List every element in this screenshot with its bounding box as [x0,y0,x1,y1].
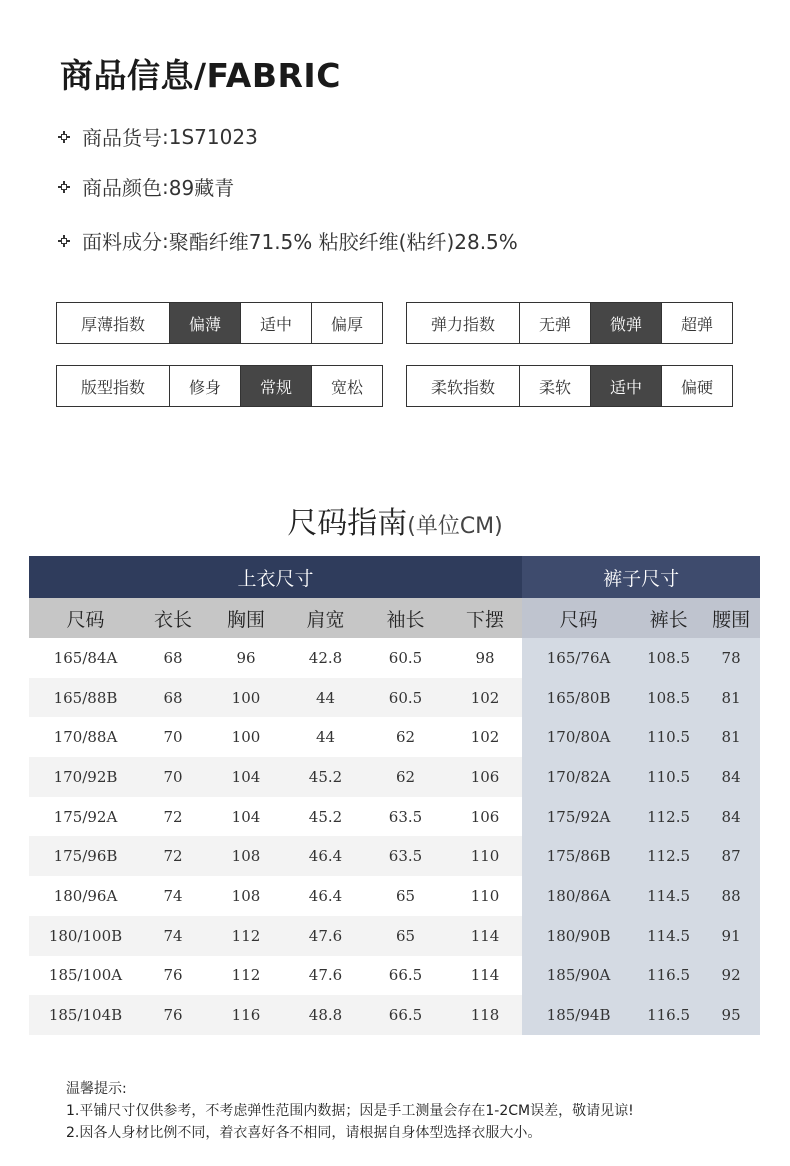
table-row [29,876,760,916]
table-cell: 98 [475,648,495,667]
table-row [29,678,760,718]
table-cell: 81 [702,717,760,757]
scale-option: 偏厚 [311,303,382,343]
size-guide-unit: (单位CM) [407,514,503,539]
table-cell: 100 [204,678,288,718]
table-cell: 108.5 [635,678,702,718]
table-cell: 74 [163,886,183,905]
scale-label: 厚薄指数 [80,314,145,334]
table-cell: 102 [470,728,500,747]
column-header: 裤长 [635,598,702,638]
table-cell: 70 [163,728,183,747]
table-cell: 114 [470,966,500,985]
scale-thickness [56,302,383,344]
scale-elasticity [406,302,733,344]
table-cell: 81 [702,678,760,718]
table-cell: 60.5 [388,648,423,667]
table-cell: 108.5 [635,638,702,678]
table-cell: 180/100B [29,916,142,956]
size-table-body [29,638,760,1035]
table-cell: 185/104B [29,995,142,1035]
scale-option: 适中 [590,366,661,406]
table-cell: 118 [448,995,522,1035]
table-cell: 42.8 [308,648,343,667]
table-cell: 170/82A [522,757,635,797]
scale-option: 适中 [240,303,311,343]
table-cell: 112.5 [635,836,702,876]
table-cell: 175/96B [29,836,142,876]
table-cell: 66.5 [363,995,448,1035]
table-cell: 110 [470,886,500,905]
scale-option: 宽松 [311,366,382,406]
table-cell: 74 [142,916,204,956]
table-cell: 46.4 [288,836,363,876]
column-header: 尺码 [29,598,142,638]
table-cell: 45.2 [308,807,343,826]
table-cell: 112.5 [635,797,702,837]
table-cell: 68 [142,678,204,718]
table-row [29,638,760,678]
table-cell: 110 [448,836,522,876]
table-cell: 104 [231,807,261,826]
column-header: 尺码 [522,598,635,638]
scale-option: 柔软 [519,366,590,406]
table-cell: 185/100A [48,966,123,985]
scale-option: 微弹 [590,303,661,343]
column-header: 肩宽 [288,598,363,638]
info-colon: : [162,174,169,199]
notes-line: 2.因各人身材比例不同，着衣喜好各不相同，请根据自身体型选择衣服大小。 [66,1125,542,1141]
table-row [29,995,760,1035]
table-cell: 44 [288,678,363,718]
table-cell: 70 [142,757,204,797]
scale-label: 版型指数 [80,377,145,397]
table-cell: 114 [448,916,522,956]
table-cell: 170/88A [53,728,118,747]
table-cell: 78 [702,638,760,678]
table-cell: 170/80A [522,717,635,757]
table-cell: 91 [702,916,760,956]
table-cell: 116.5 [635,995,702,1035]
table-cell: 44 [315,728,336,747]
table-cell: 104 [204,757,288,797]
table-cell: 76 [142,995,204,1035]
table-cell: 100 [231,728,261,747]
scale-option: 常规 [240,366,311,406]
table-cell: 185/90A [522,956,635,996]
table-row [29,916,760,956]
info-colon: : [162,124,169,149]
table-cell: 84 [702,757,760,797]
table-cell: 175/92A [522,797,635,837]
table-cell: 65 [395,886,416,905]
table-row [29,717,760,757]
table-cell: 112 [204,916,288,956]
scale-label: 柔软指数 [430,377,495,397]
table-cell: 47.6 [308,966,343,985]
cross-bullet-icon [58,131,70,143]
table-cell: 106 [448,757,522,797]
table-cell: 76 [163,966,183,985]
table-cell: 185/94B [522,995,635,1035]
column-header: 胸围 [204,598,288,638]
table-cell: 62 [363,757,448,797]
table-cell: 175/92A [53,807,118,826]
cross-bullet-icon [58,181,70,193]
table-cell: 47.6 [288,916,363,956]
column-header: 下摆 [448,598,522,638]
scale-option: 修身 [169,366,240,406]
info-label: 面料成分 [82,230,162,254]
table-cell: 45.2 [288,757,363,797]
table-row [29,797,760,837]
info-value: 89藏青 [168,176,235,200]
cross-bullet-icon [58,235,70,247]
notes [66,1078,634,1144]
table-cell: 110.5 [635,717,702,757]
column-header: 袖长 [363,598,448,638]
table-cell: 106 [470,807,500,826]
table-cell: 63.5 [388,807,423,826]
table-cell: 116 [204,995,288,1035]
table-cell: 62 [395,728,416,747]
pants-size-group-header: 裤子尺寸 [522,556,760,598]
table-cell: 72 [163,807,183,826]
table-cell: 63.5 [363,836,448,876]
table-cell: 114.5 [635,916,702,956]
table-cell: 95 [702,995,760,1035]
table-row [29,956,760,996]
table-cell: 108 [231,886,261,905]
table-cell: 102 [448,678,522,718]
table-cell: 170/92B [29,757,142,797]
table-cell: 65 [363,916,448,956]
table-cell: 114.5 [635,876,702,916]
scale-fit [56,365,383,407]
info-item-color [58,172,234,201]
table-cell: 48.8 [288,995,363,1035]
info-item-fabric [58,226,518,255]
info-value: 1S71023 [168,124,258,149]
scale-option: 无弹 [519,303,590,343]
notes-heading: 温馨提示: [66,1081,127,1097]
info-value: 聚酯纤维71.5% 粘胶纤维(粘纤)28.5% [168,230,518,254]
table-cell: 165/80B [522,678,635,718]
table-cell: 165/88B [29,678,142,718]
table-cell: 46.4 [308,886,343,905]
size-guide-title [0,498,790,542]
column-header: 衣长 [142,598,204,638]
table-row [29,836,760,876]
scale-softness [406,365,733,407]
page-title: 商品信息/FABRIC [60,56,341,95]
info-item-sku [58,122,258,151]
table-cell: 60.5 [363,678,448,718]
table-row [29,757,760,797]
table-cell: 112 [231,966,261,985]
table-cell: 180/86A [522,876,635,916]
table-cell: 92 [702,956,760,996]
table-cell: 88 [702,876,760,916]
top-size-group-header: 上衣尺寸 [29,556,522,598]
table-cell: 175/86B [522,836,635,876]
table-cell: 87 [702,836,760,876]
table-cell: 116.5 [635,956,702,996]
table-cell: 180/90B [522,916,635,956]
table-cell: 108 [204,836,288,876]
table-cell: 165/84A [53,648,118,667]
notes-line: 1.平铺尺寸仅供参考，不考虑弹性范围内数据；因是手工测量会存在1-2CM误差，敬请见谅! [66,1103,634,1119]
scale-option: 偏薄 [169,303,240,343]
column-header: 腰围 [702,598,760,638]
info-colon: : [162,228,169,253]
table-cell: 165/76A [522,638,635,678]
table-cell: 84 [702,797,760,837]
table-cell: 110.5 [635,757,702,797]
size-guide-heading: 尺码指南 [287,506,408,541]
table-cell: 68 [163,648,183,667]
column-header-row [29,598,760,638]
info-label: 商品颜色 [82,176,162,200]
table-cell: 72 [142,836,204,876]
info-label: 商品货号 [82,126,162,150]
scale-option: 超弹 [661,303,732,343]
scale-label: 弹力指数 [430,314,495,334]
table-cell: 96 [236,648,256,667]
size-table [29,556,760,1035]
table-cell: 66.5 [388,966,423,985]
table-cell: 180/96A [53,886,118,905]
scale-option: 偏硬 [661,366,732,406]
